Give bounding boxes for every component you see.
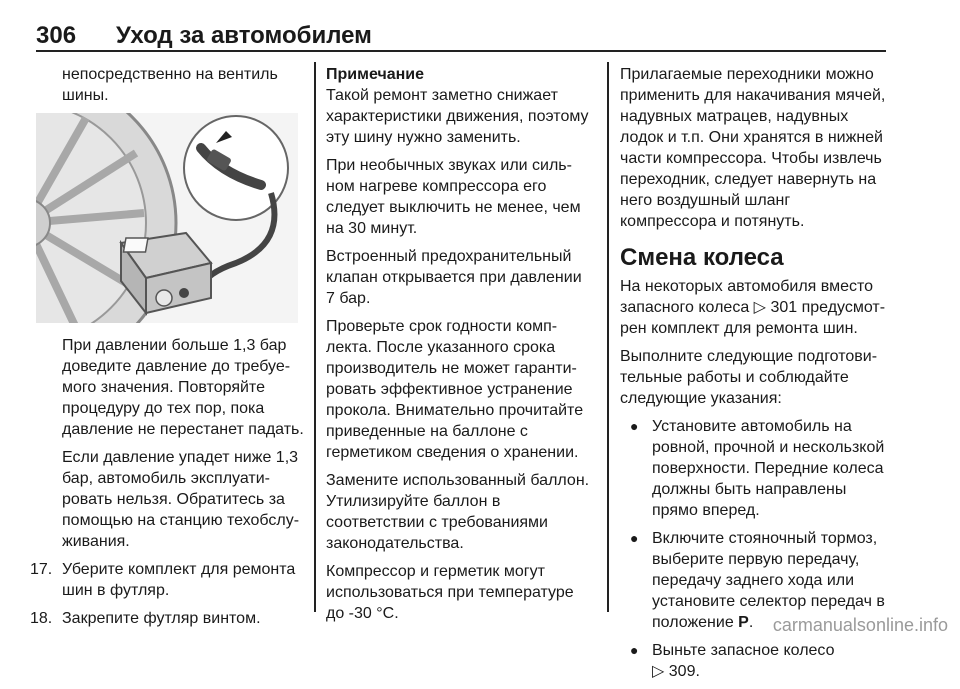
column-divider xyxy=(314,62,316,612)
paragraph: Проверьте срок годности комплекта. После указанного срока производитель не может гарантировать эффективное устранение прокола. Внимательно прочитайте приведенные на баллоне с герметиком сведения о хранении. xyxy=(326,318,584,461)
intro-text: непосредственно на вентиль шины. xyxy=(62,66,278,104)
column-middle xyxy=(326,64,594,631)
bullet-dot-icon: ● xyxy=(630,530,639,546)
watermark: carmanualsonline.info xyxy=(772,615,948,635)
step-number: 17. xyxy=(30,561,53,578)
text-span: На некоторых автомобиля вместо запасного колеса xyxy=(620,278,874,316)
compressor-illustration xyxy=(36,113,298,323)
note-block xyxy=(326,64,594,148)
triangle-ref-icon: ▷ xyxy=(652,663,665,680)
paragraph: Выполните следующие подготовительные работы и соблюдайте следующие указания: xyxy=(620,348,878,407)
paragraph: Если давление упадет ниже 1,3 бар, автомобиль эксплуатировать нельзя. Обратитесь за помощью на станцию техобслуживания. xyxy=(62,449,300,550)
bullet-text: Установите автомобиль на ровной, прочной и нескользкой поверхности. Передние колеса должны быть направлены прямо вперед. xyxy=(652,418,885,519)
bullet-item xyxy=(620,640,888,682)
step-text: Закрепите футляр винтом. xyxy=(62,610,261,627)
paragraph: При необычных звуках или сильном нагреве компрессора его следует выключить не менее, чем на 30 минут. xyxy=(326,157,581,237)
paragraph xyxy=(620,276,888,339)
note-text: Такой ремонт заметно снижает характеристики движения, поэтому эту шину нужно заменить. xyxy=(326,87,589,146)
section-title: Смена колеса xyxy=(620,244,784,271)
text-span: предусмотрен комплект для ремонта шин. xyxy=(620,299,886,337)
bullet-item xyxy=(620,416,888,521)
page-reference-link[interactable]: 309. xyxy=(668,663,700,680)
bullet-item: ● Включите стояночный тормоз, выберите первую передачу, передачу заднего хода или установите селектор передач в положение P. xyxy=(630,530,885,631)
header-rule xyxy=(36,50,886,52)
column-divider xyxy=(607,62,609,612)
paragraph: Встроенный предохранительный клапан открывается при давлении 7 бар. xyxy=(326,248,582,307)
step-18 xyxy=(30,608,304,629)
gear-position-label: P xyxy=(738,614,749,631)
note-title: Примечание xyxy=(326,66,425,83)
page-reference-link[interactable]: 301 xyxy=(770,299,798,316)
triangle-ref-icon: ▷ xyxy=(753,299,766,316)
column-right xyxy=(620,64,888,689)
column-left xyxy=(30,64,304,636)
step-17 xyxy=(30,559,304,601)
page-title: Уход за автомобилем xyxy=(116,22,372,49)
paragraph: Замените использованный баллон. Утилизируйте баллон в соответствии с требованиями законодательства. xyxy=(326,472,590,552)
bullet-text: Выньте запасное колесо xyxy=(652,642,835,659)
bullet-dot-icon: ● xyxy=(630,642,639,658)
paragraph: Компрессор и герметик могут использоваться при температуре до -30 °C. xyxy=(326,563,574,622)
bullet-text: Включите стояночный тормоз, выберите первую передачу, передачу заднего хода или установите селектор передач в положение xyxy=(652,530,885,631)
step-number: 18. xyxy=(30,610,53,627)
step-text: Уберите комплект для ремонта шин в футляр. xyxy=(62,561,296,599)
compressor-image xyxy=(36,113,298,323)
page-header xyxy=(36,14,886,52)
paragraph: При давлении больше 1,3 бар доведите давление до требуемого значения. Повторяйте процедуру до тех пор, пока давление не перестанет падать. xyxy=(62,337,304,438)
paragraph: Прилагаемые переходники можно применить для накачивания мячей, надувных матрацев, надувных лодок и т.п. Они хранятся в нижней части компрессора. Чтобы извлечь переходник, следует навернуть на него воздушный шланг компрессора и потянуть. xyxy=(620,66,886,230)
bullet-dot-icon: ● xyxy=(630,418,639,434)
page-number: 306 xyxy=(36,22,77,49)
